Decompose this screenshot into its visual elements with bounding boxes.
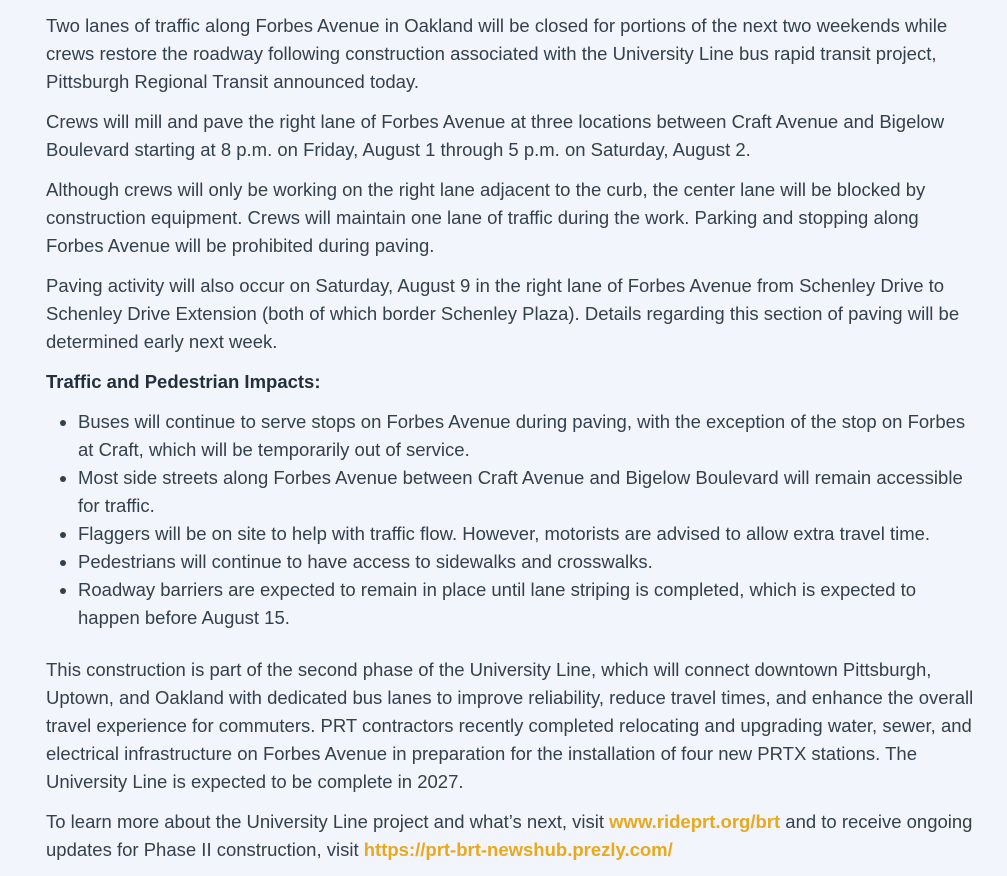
impact-item-pedestrians: • Pedestrians will continue to have access to sidewalks and crosswalks. <box>78 548 981 576</box>
prt-newshub-link[interactable]: https://prt-brt-newshub.prezly.com/ <box>363 839 673 860</box>
paragraph-august-9-paving: Paving activity will also occur on Saturday, August 9 in the right lane of Forbes Avenue from Schenley Drive to Schenley Drive Extension (both of which border Schenley Plaza). Details regarding this section of paving will be determined early next week. <box>46 275 960 352</box>
learn-more-text-2: and to receive ongoing updates for Phase II construction, visit <box>46 811 973 860</box>
rideprt-brt-link[interactable]: www.rideprt.org/brt <box>609 811 781 832</box>
article-body <box>46 12 981 876</box>
paragraph-second-phase: This construction is part of the second phase of the University Line, which will connect downtown Pittsburgh, Uptown, and Oakland with dedicated bus lanes to improve reliability, reduce travel times, and enhance the overall travel experience for commuters. PRT contractors recently completed relocating and upgrading water, sewer, and electrical infrastructure on Forbes Avenue in preparation for the installation of four new PRTX stations. The University Line is expected to be complete in 2027. <box>46 659 974 792</box>
paragraph-mill-and-pave: Crews will mill and pave the right lane of Forbes Avenue at three locations between Craft Avenue and Bigelow Boulevard starting at 8 p.m. on Friday, August 1 through 5 p.m. on Saturday, August 2. <box>46 111 945 160</box>
impact-item-barriers: • Roadway barriers are expected to remain in place until lane striping is completed, which is expected to happen before August 15. <box>78 576 981 632</box>
impact-item-flaggers: • Flaggers will be on site to help with traffic flow. However, motorists are advised to allow extra travel time. <box>78 520 981 548</box>
learn-more-text-1: To learn more about the University Line project and what’s next, visit <box>46 811 610 832</box>
impacts-list <box>46 408 981 632</box>
paragraph-center-lane: Although crews will only be working on the right lane adjacent to the curb, the center lane will be blocked by construction equipment. Crews will maintain one lane of traffic during the work. Parking and stopping along Forbes Avenue will be prohibited during paving. <box>46 179 926 256</box>
paragraph-learn-more <box>46 808 981 864</box>
paragraph-lane-closure: Two lanes of traffic along Forbes Avenue in Oakland will be closed for portions of the next two weekends while crews restore the roadway following construction associated with the University Line bus rapid transit project, Pittsburgh Regional Transit announced today. <box>46 15 948 92</box>
impact-item-side-streets: • Most side streets along Forbes Avenue between Craft Avenue and Bigelow Boulevard will remain accessible for traffic. <box>78 464 981 520</box>
impacts-heading: Traffic and Pedestrian Impacts: <box>46 371 321 392</box>
impact-item-buses: • Buses will continue to serve stops on Forbes Avenue during paving, with the exception of the stop on Forbes at Craft, which will be temporarily out of service. <box>78 408 981 464</box>
